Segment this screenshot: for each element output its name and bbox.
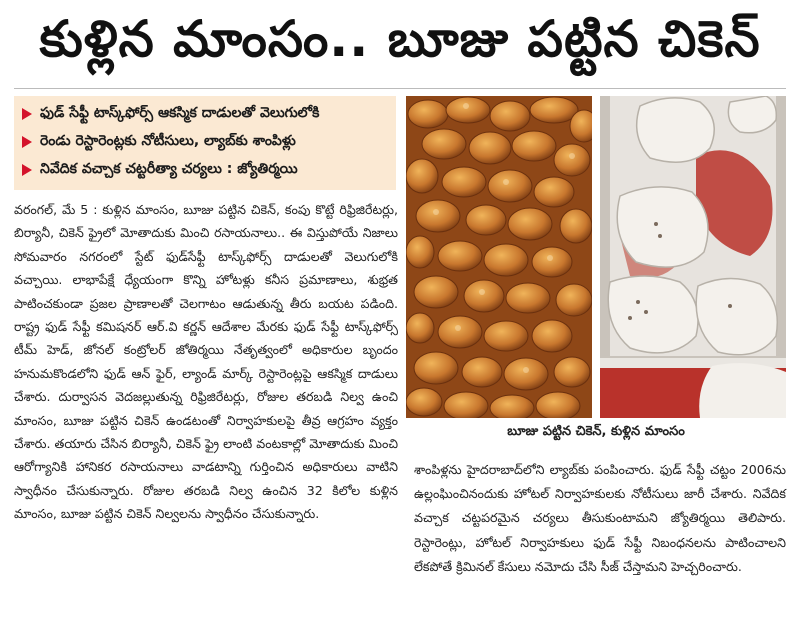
triangle-bullet-icon	[22, 136, 32, 148]
article-body-left	[14, 198, 398, 526]
highlight-item	[22, 100, 388, 128]
highlights-box	[14, 96, 396, 190]
highlight-text: నివేదిక వచ్చాక చట్టరీత్యా చర్యలు : జ్యోతిర్మయి	[40, 160, 298, 177]
article-paragraph: శాంపిళ్లను హైదరాబాద్‌లోని ల్యాబ్‌కు పంపించారు. ఫుడ్ సేఫ్టీ చట్టం 2006ను ఉల్లంఘించినందుకు హోటల్ నిర్వాహకులకు నోటీసులు జారీ చేశారు. నివేదిక వచ్చాక చట్టపరమైన చర్యలు తీసుకుంటామని జ్యోతిర్మయి తెలిపారు. రెస్టారెంట్లు, హోటల్ నిర్వాహకులు ఫుడ్ సేఫ్టీ నిబంధనలను పాటించాలని లేకపోతే క్రిమినల్ కేసులు నమోదు చేసి సీజ్ చేస్తామని హెచ్చరించారు.	[414, 462, 786, 574]
triangle-bullet-icon	[22, 164, 32, 176]
article-paragraph: వరంగల్, మే 5 : కుళ్లిన మాంసం, బూజు పట్టిన చికెన్, కంపు కొట్టే రిఫ్రిజిరేటర్లు, బిర్యానీ, చికెన్ ఫ్రైలో మోతాదుకు మించి రసాయనాలు.. ఈ విస్తుపోయే నిజాలు సోమవారం నగరంలో స్టేట్ ఫుడ్‌సేఫ్టీ టాస్క్‌ఫోర్స్ దాడులతో వెలుగులోకి వచ్చాయి. లాభాపేక్షే ధ్యేయంగా కొన్ని హోటళ్లు కనీస ప్రమాణాలు, శుభ్రత పాటించకుండా ప్రజల ప్రాణాలతో చెలగాటం ఆడుతున్న తీరు బయట పడింది. రాష్ట్ర ఫుడ్ సేఫ్టీ కమిషనర్ ఆర్.వి కర్ణన్ ఆదేశాల మేరకు ఫుడ్ సేఫ్టీ టాస్క్‌ఫోర్స్ టీమ్ హెడ్, జోనల్ కంట్రోలర్ జోతిర్మయి నేతృత్వంలో అధికారుల బృందం హనుమకొండలోని ఫుడ్ ఆన్ ఫైర్, ల్యాండ్ మార్క్ రెస్టారెంట్లపై ఆకస్మిక దాడులు చేశారు. దుర్వాసన వెదజల్లుతున్న రిఫ్రిజిరేటర్లు, రోజుల తరబడి నిల్వ ఉంచి మాంసం, బూజు పట్టిన చికెన్ ఉండటంతో నిర్వాహకులపై తీవ్ర ఆగ్రహం వ్యక్తం చేశారు. తయారు చేసిన బిర్యానీ, చికెన్ ఫ్రై లాంటి వంటకాల్లో మోతాదుకు మించి ఆరోగ్యానికి హానికర రసాయనాలు వాడటాన్ని గుర్తించిన అధికారులు వాటిని స్వాధీనం చేసుకున్నారు. రోజుల తరబడి నిల్వ ఉంచిన 32 కిలోల కుళ్లిన మాంసం, బూజు పట్టిన చికెన్ నిల్వలను స్వాధీనం చేసుకున్నారు.	[14, 202, 398, 522]
highlight-text: ఫుడ్ సేఫ్టీ టాస్క్‌ఫోర్స్ ఆకస్మిక దాడులతో వెలుగులోకి	[40, 104, 320, 121]
headline-rule	[14, 88, 786, 89]
photo-strip	[406, 96, 786, 418]
headline: కుళ్లిన మాంసం.. బూజు పట్టిన చికెన్	[39, 9, 761, 68]
freezer-meat-photo	[600, 96, 786, 418]
triangle-bullet-icon	[22, 108, 32, 120]
article-body-right	[414, 458, 786, 579]
highlight-item	[22, 156, 388, 184]
fried-chicken-photo	[406, 96, 592, 418]
highlight-text: రెండు రెస్టారెంట్లకు నోటీసులు, ల్యాబ్‌కు శాంపిళ్లు	[40, 132, 296, 149]
photo-caption: బూజు పట్టిన చికెన్, కుళ్లిన మాంసం	[507, 424, 685, 439]
highlight-item	[22, 128, 388, 156]
